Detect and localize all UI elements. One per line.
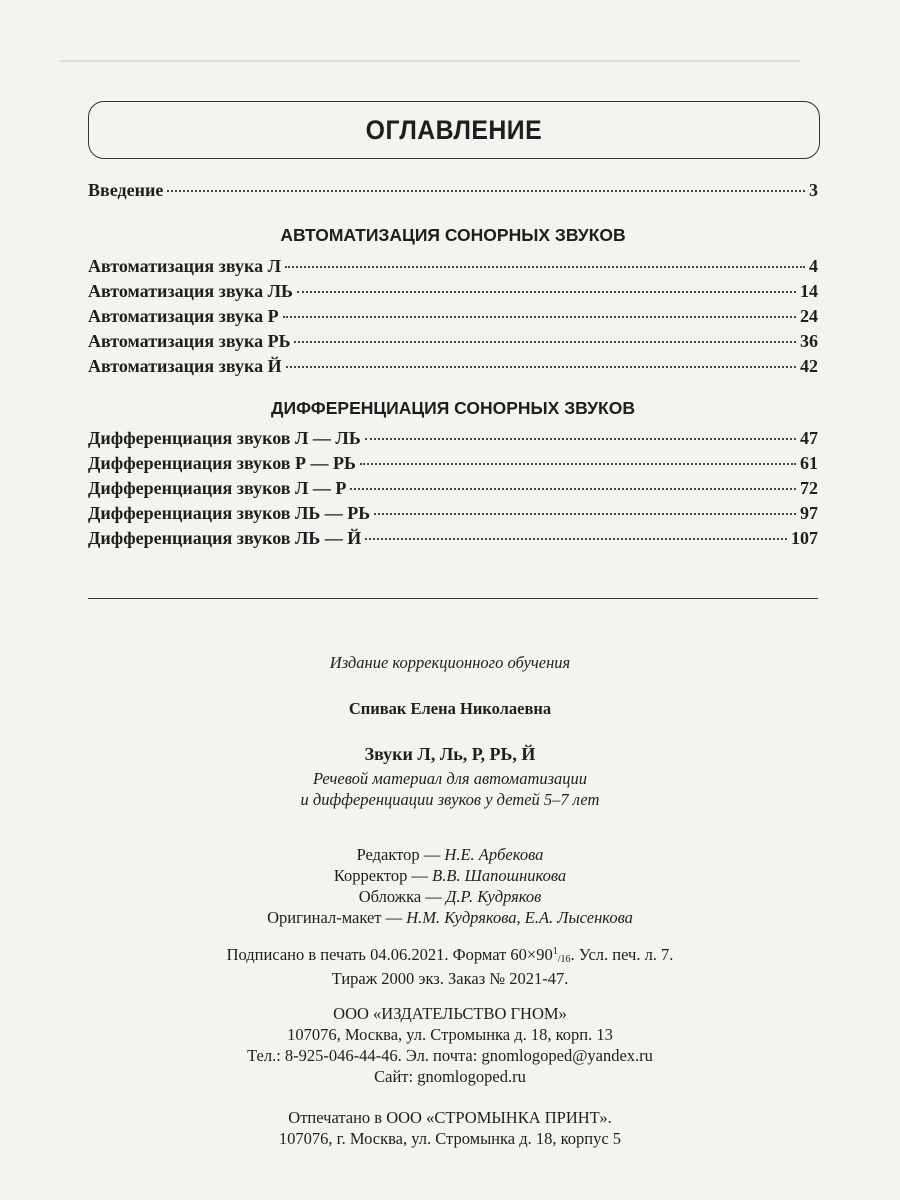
toc-entry[interactable] bbox=[88, 453, 818, 477]
series-line: Издание коррекционного обучения bbox=[329, 653, 571, 672]
printer-address: 107076, г. Москва, ул. Стромынка д. 18, корпус 5 bbox=[278, 1129, 622, 1148]
toc-page: 72 bbox=[800, 478, 818, 498]
toc-entry[interactable] bbox=[88, 478, 818, 502]
toc-title: ОГЛАВЛЕНИЕ bbox=[365, 114, 543, 145]
publisher-contacts: Тел.: 8-925-046-44-46. Эл. почта: gnomlogoped@yandex.ru bbox=[247, 1046, 653, 1065]
toc-page: 107 bbox=[791, 528, 818, 548]
toc-entry-intro[interactable] bbox=[88, 180, 818, 204]
toc-entry[interactable] bbox=[88, 428, 818, 452]
credit-role: Обложка — bbox=[358, 887, 446, 906]
book-title: Звуки Л, Ль, Р, РЬ, Й bbox=[364, 744, 536, 764]
dot-leader bbox=[365, 438, 796, 440]
toc-entry[interactable] bbox=[88, 306, 818, 330]
dot-leader bbox=[365, 538, 787, 540]
publisher: ООО «ИЗДАТЕЛЬСТВО ГНОМ» bbox=[333, 1004, 567, 1023]
toc-page: 47 bbox=[800, 428, 818, 448]
credit-name: Д.Р. Кудряков bbox=[445, 887, 542, 906]
credit-name: Н.М. Кудрякова, Е.А. Лысенкова bbox=[406, 908, 633, 927]
section-heading: ДИФФЕРЕНЦИАЦИЯ СОНОРНЫХ ЗВУКОВ bbox=[271, 398, 635, 418]
dot-leader bbox=[283, 316, 796, 318]
credit-cover bbox=[0, 886, 900, 907]
toc-label: Автоматизация звука Й bbox=[88, 356, 282, 376]
credit-role: Корректор — bbox=[333, 866, 433, 885]
toc-label: Дифференциация звуков Л — ЛЬ bbox=[88, 428, 361, 448]
toc-label: Автоматизация звука РЬ bbox=[88, 331, 291, 351]
toc-label: Автоматизация звука Р bbox=[88, 306, 279, 326]
bleed-through bbox=[60, 60, 800, 62]
toc-page: 61 bbox=[800, 453, 818, 473]
toc-page: 36 bbox=[800, 331, 818, 351]
toc-entry[interactable] bbox=[88, 331, 818, 355]
dot-leader bbox=[350, 488, 796, 490]
toc-entry[interactable] bbox=[88, 356, 818, 380]
format-sub: /16 bbox=[557, 954, 571, 965]
dot-leader bbox=[374, 513, 796, 515]
credit-role: Оригинал-макет — bbox=[267, 908, 407, 927]
publisher-address: 107076, Москва, ул. Стромынка д. 18, корп. 13 bbox=[287, 1025, 613, 1044]
dot-leader bbox=[285, 266, 805, 268]
toc-title-box bbox=[88, 101, 820, 159]
section-heading: АВТОМАТИЗАЦИЯ СОНОРНЫХ ЗВУКОВ bbox=[280, 225, 626, 245]
print-run: Тираж 2000 экз. Заказ № 2021-47. bbox=[331, 969, 569, 988]
format-sup: 1 bbox=[552, 946, 558, 957]
toc-page: 24 bbox=[800, 306, 818, 326]
publisher-site: Сайт: gnomlogoped.ru bbox=[374, 1067, 526, 1086]
toc-label: Введение bbox=[88, 180, 164, 200]
printer: Отпечатано в ООО «СТРОМЫНКА ПРИНТ». bbox=[288, 1108, 612, 1127]
toc-page: 14 bbox=[800, 281, 818, 301]
credit-editor bbox=[0, 844, 900, 865]
toc-page: 42 bbox=[800, 356, 818, 376]
print-text-end: . Усл. печ. л. 7. bbox=[570, 945, 674, 964]
dot-leader bbox=[286, 366, 796, 368]
toc-page: 4 bbox=[809, 256, 818, 276]
toc-entry[interactable] bbox=[88, 256, 818, 280]
toc-label: Автоматизация звука Л bbox=[88, 256, 281, 276]
toc-page: 97 bbox=[800, 503, 818, 523]
dot-leader bbox=[297, 291, 796, 293]
credit-role: Редактор — bbox=[356, 845, 445, 864]
toc-label: Дифференциация звуков ЛЬ — Й bbox=[88, 528, 362, 548]
author: Спивак Елена Николаевна bbox=[348, 699, 552, 718]
credit-layout bbox=[0, 907, 900, 928]
credit-name: Н.Е. Арбекова bbox=[444, 845, 544, 864]
print-info bbox=[0, 944, 900, 965]
subtitle-2: и дифференциации звуков у детей 5–7 лет bbox=[300, 790, 600, 809]
credit-corrector bbox=[0, 865, 900, 886]
subtitle-1: Речевой материал для автоматизации bbox=[312, 769, 588, 788]
dot-leader bbox=[294, 341, 796, 343]
toc-label: Дифференциация звуков Р — РЬ bbox=[88, 453, 356, 473]
print-text: Подписано в печать 04.06.2021. Формат 60×90 bbox=[226, 945, 553, 964]
toc-entry[interactable] bbox=[88, 503, 818, 527]
toc-label: Дифференциация звуков ЛЬ — РЬ bbox=[88, 503, 371, 523]
toc-page: 3 bbox=[809, 180, 818, 200]
dot-leader bbox=[360, 463, 796, 465]
toc-label: Автоматизация звука ЛЬ bbox=[88, 281, 293, 301]
dot-leader bbox=[167, 190, 805, 192]
toc-label: Дифференциация звуков Л — Р bbox=[88, 478, 347, 498]
credit-name: В.В. Шапошникова bbox=[432, 866, 567, 885]
toc-entry[interactable] bbox=[88, 528, 818, 552]
toc-entry[interactable] bbox=[88, 281, 818, 305]
divider bbox=[88, 598, 818, 599]
